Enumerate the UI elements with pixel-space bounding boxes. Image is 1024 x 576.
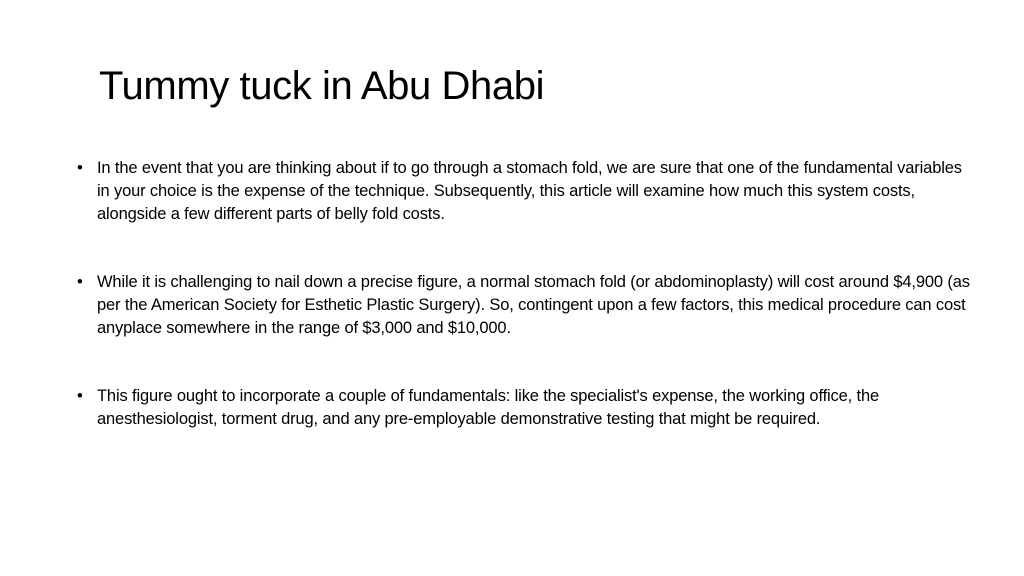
- bullet-item: [77, 271, 977, 340]
- bullet-list: [77, 157, 977, 476]
- slide-title: Tummy tuck in Abu Dhabi: [99, 64, 545, 108]
- bullet-text: While it is challenging to nail down a precise figure, a normal stomach fold (or abdominoplasty) will cost around $4,900 (as per the American Society for Esthetic Plastic Surgery). So, contingent upon a few factors, this medical procedure can cost anyplace somewhere in the range of $3,000 and $10,000.: [97, 273, 970, 337]
- bullet-marker: •: [77, 159, 83, 177]
- bullet-item: [77, 157, 977, 226]
- bullet-marker: •: [77, 387, 83, 405]
- bullet-item: [77, 385, 977, 431]
- bullet-text: This figure ought to incorporate a couple of fundamentals: like the specialist's expense, the working office, the anesthesiologist, torment drug, and any pre-employable demonstrative testing that might be required.: [97, 387, 880, 428]
- bullet-text: In the event that you are thinking about if to go through a stomach fold, we are sure that one of the fundamental variables in your choice is the expense of the technique. Subsequently, this article will examine how much this system costs, alongside a few different parts of belly fold costs.: [97, 159, 962, 223]
- bullet-marker: •: [77, 273, 83, 291]
